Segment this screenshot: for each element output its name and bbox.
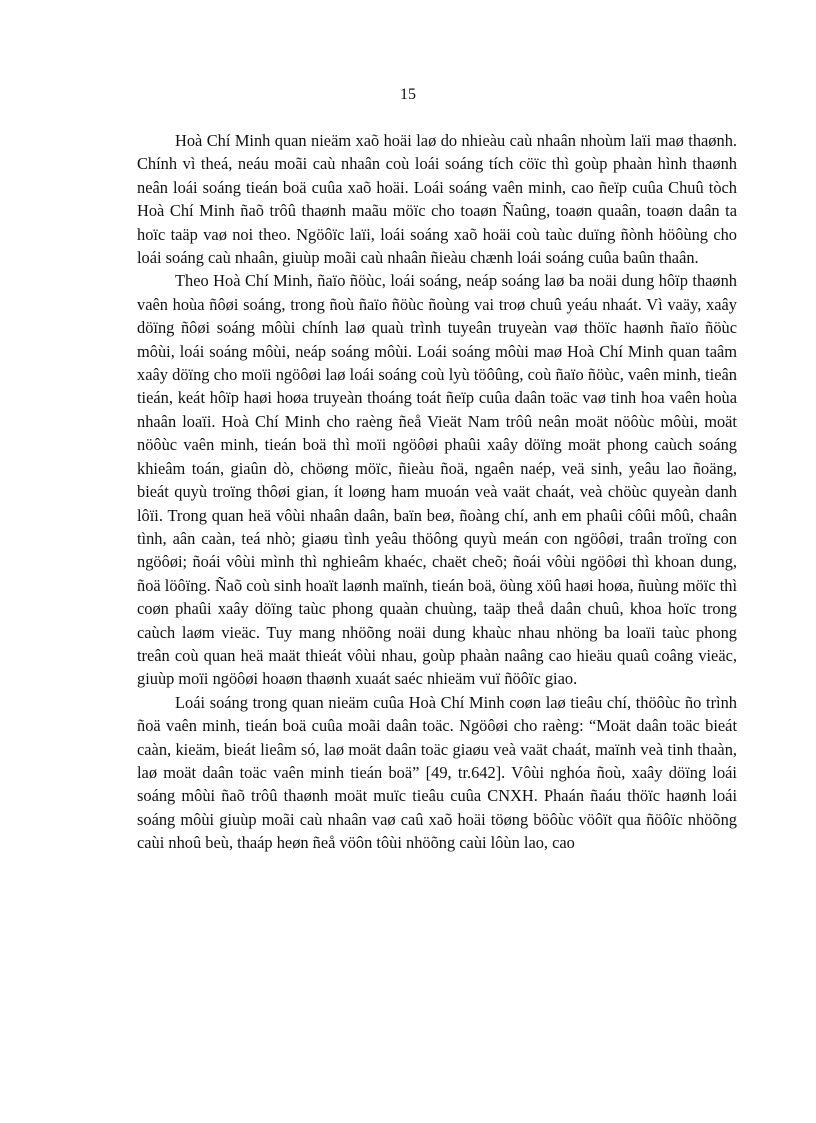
page-number: 15 [400,86,416,103]
body-text [137,129,737,855]
paragraph-1: Hoà Chí Minh quan nieäm xaõ hoäi laø do nhieàu caù nhaân nhoùm laïi maø thaønh. Chính vì theá, neáu moãi caù nhaân coù loái soáng tích cöïc thì goùp phaàn hình thaønh neân loái soáng tieán boä cuûa xaõ hoäi. Loái soáng vaên minh, cao ñeïp cuûa Chuû tòch Hoà Chí Minh ñaõ trôû thaønh maãu möïc cho toaøn Ñaûng, toaøn quaân, toaøn daân ta hoïc taäp vaø noi theo. Ngöôïc laïi, loái soáng xaõ hoäi coù taùc duïng ñònh höôùng cho loái soáng caù nhaân, giuùp moãi caù nhaân ñieàu chænh loái soáng cuûa baûn thaân. [137,131,737,268]
paragraph-3: Loái soáng trong quan nieäm cuûa Hoà Chí Minh coøn laø tieâu chí, thöôùc ño trình ñoä vaên minh, tieán boä cuûa moãi daân toäc. Ngöôøi cho raèng: “Moät daân toäc bieát caàn, kieäm, bieát lieâm só, laø moät daân toäc giaøu veà vaät chaát, maïnh veà tinh thaàn, laø moät daân toäc vaên minh tieán boä” [49, tr.642]. Vôùi nghóa ñoù, xaây döïng loái soáng môùi ñaõ trôû thaønh moät muïc tieâu cuûa CNXH. Phaán ñaáu thöïc haønh loái soáng môùi giuùp moãi caù nhaân vaø caû xaõ hoäi töøng böôùc vöôït qua ñöôïc nhöõng caùi nhoû beù, thaáp heøn ñeå vöôn tôùi nhöõng caùi lôùn lao, cao [137,692,737,853]
paragraph-2: Theo Hoà Chí Minh, ñaïo ñöùc, loái soáng, neáp soáng laø ba noäi dung hôïp thaønh vaên hoùa ñôøi soáng, trong ñoù ñaïo ñöùc ñoùng vai troø chuû yeáu nhaát. Vì vaäy, xaây döïng ñôøi soáng môùi chính laø quaù trình tuyeân truyeàn vaø thöïc haønh ñaïo ñöùc môùi, loái soáng môùi, neáp soáng môùi. Loái soáng môùi maø Hoà Chí Minh quan taâm xaây döïng cho moïi ngöôøi laø loái soáng coù lyù töôûng, coù ñaïo ñöùc, vaên minh, tieân tieán, keát hôïp haøi hoøa truyeàn thoáng toát ñeïp cuûa daân toäc vaø tinh hoa vaên hoùa nhaân loaïi. Hoà Chí Minh cho raèng ñeå Vieät Nam trôû neân moät nöôùc môùi, moät nöôùc vaên minh, tieán boä thì moïi ngöôøi phaûi xaây döïng moät phong caùch soáng khieâm toán, giaûn dò, chöøng möïc, ñieàu ñoä, ngaên naép, veä sinh, yeâu lao ñoäng, bieát quyù troïng thôøi gian, ít loøng ham muoán veà vaät chaát, veà chöùc quyeàn danh lôïi. Trong quan heä vôùi nhaân daân, baïn beø, ñoàng chí, anh em phaûi côûi môû, chaân tình, aân caàn, teá nhò; giaøu tình yeâu thöông quyù meán con ngöôøi, traân troïng con ngöôøi; ñoái vôùi mình thì nghieâm khaéc, chaët cheõ; ñoái vôùi ngöôøi thì khoan dung, ñoä löôïng. Ñaõ coù sinh hoaït laønh maïnh, tieán boä, öùng xöû haøi hoøa, ñuùng möïc thì coøn phaûi xaây döïng taùc phong quaàn chuùng, taäp theå daân chuû, khoa hoïc trong caùch laøm vieäc. Tuy mang nhöõng noäi dung khaùc nhau nhöng ba loaïi taùc phong treân coù quan heä maät thieát vôùi nhau, goùp phaàn naâng cao hieäu quaû coâng vieäc, giuùp moïi ngöôøi hoaøn thaønh xuaát saéc nhieäm vuï ñöôïc giao. [137,271,737,689]
